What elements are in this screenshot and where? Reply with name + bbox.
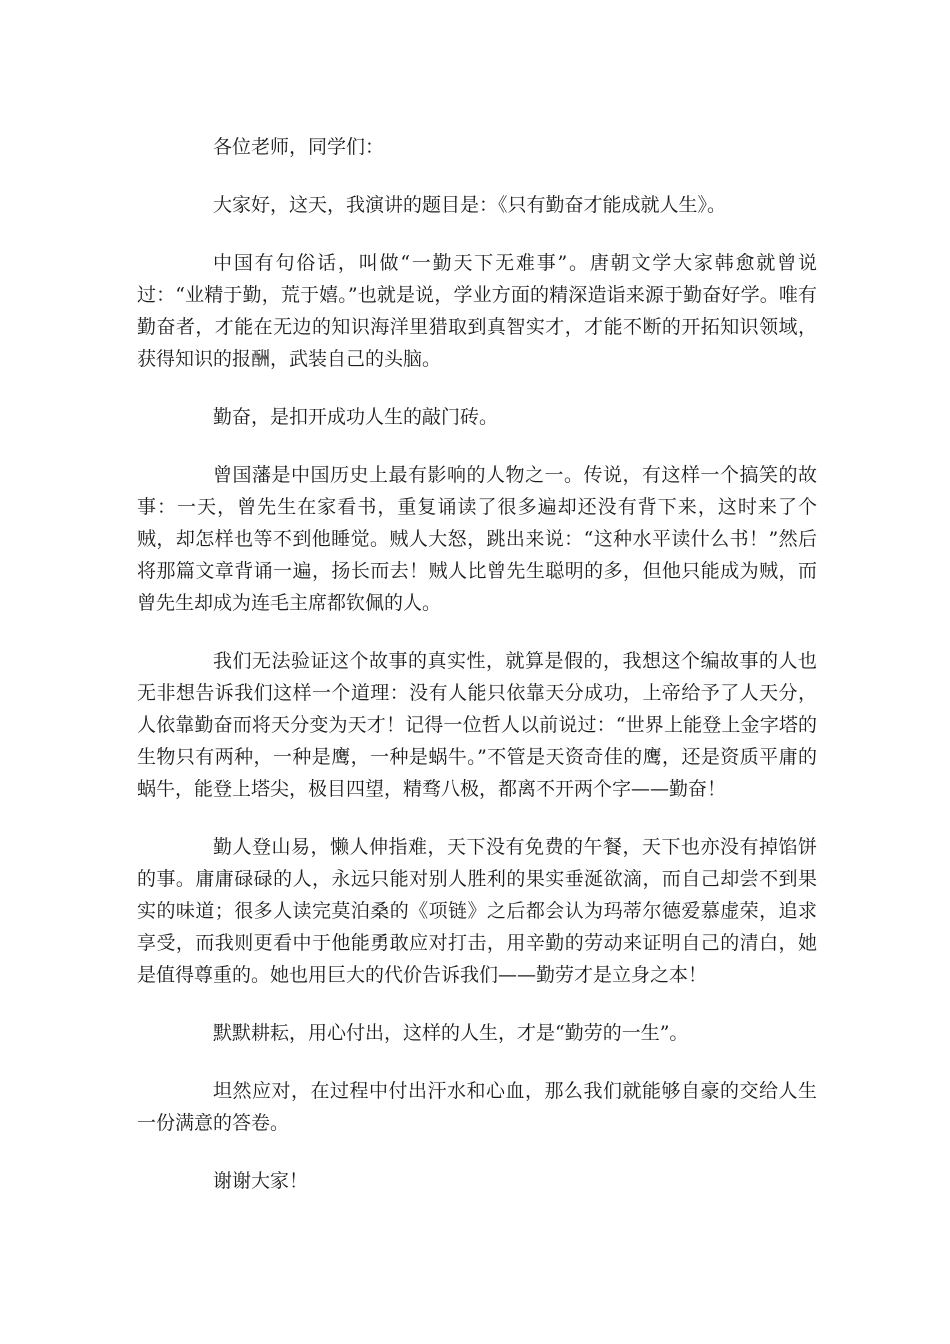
body-paragraph: 中国有句俗话，叫做“一勤天下无难事”。唐朝文学大家韩愈就曾说过：“业精于勤，荒于嬉。”也就是说，学业方面的精深造诣来源于勤奋好学。唯有勤奋者，才能在无边的知识海洋里猎取到真智实才，才能不断的开拓知识领域，获得知识的报酬，武装自己的头脑。	[137, 252, 817, 370]
intro-paragraph: 大家好，这天，我演讲的题目是：《只有勤奋才能成就人生》。	[213, 194, 727, 216]
body-paragraph: 曾国藩是中国历史上最有影响的人物之一。传说，有这样一个搞笑的故事：一天，曾先生在家看书，重复诵读了很多遍却还没有背下来，这时来了个贼，却怎样也等不到他睡觉。贼人大怒，跳出来说：“这种水平读什么书！”然后将那篇文章背诵一遍，扬长而去！贼人比曾先生聪明的多，但他只能成为贼，而曾先生却成为连毛主席都钦佩的人。	[137, 464, 817, 614]
body-paragraph: 勤奋，是扣开成功人生的敲门砖。	[213, 406, 499, 428]
thanks-paragraph: 谢谢大家！	[213, 1170, 309, 1192]
speech-text-body	[137, 131, 817, 1223]
closing-paragraph: 坦然应对，在过程中付出汗水和心血，那么我们就能够自豪的交给人生一份满意的答卷。	[137, 1080, 817, 1134]
body-paragraph: 默默耕耘，用心付出，这样的人生，才是“勤劳的一生”。	[213, 1022, 689, 1044]
body-paragraph: 我们无法验证这个故事的真实性，就算是假的，我想这个编故事的人也无非想告诉我们这样一个道理：没有人能只依靠天分成功，上帝给予了人天分，人依靠勤奋而将天分变为天才！记得一位哲人以前说过：“世界上能登上金字塔的生物只有两种，一种是鹰，一种是蜗牛。”不管是天资奇佳的鹰，还是资质平庸的蜗牛，能登上塔尖，极目四望，精骛八极，都离不开两个字——勤奋！	[137, 650, 817, 800]
greeting-paragraph: 各位老师，同学们：	[213, 136, 385, 158]
body-paragraph: 勤人登山易，懒人伸指难，天下没有免费的午餐，天下也亦没有掉馅饼的事。庸庸碌碌的人，永远只能对别人胜利的果实垂涎欲滴，而自己却尝不到果实的味道；很多人读完莫泊桑的《项链》之后都会认为玛蒂尔德爱慕虚荣，追求享受，而我则更看中于他能勇敢应对打击，用辛勤的劳动来证明自己的清白，她是值得尊重的。她也用巨大的代价告诉我们——勤劳才是立身之本！	[137, 836, 817, 986]
